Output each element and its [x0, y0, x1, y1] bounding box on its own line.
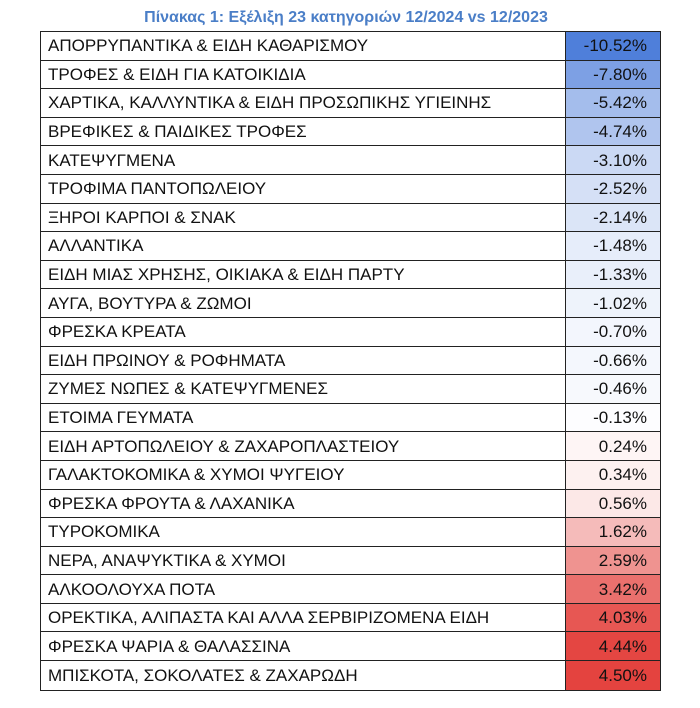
table-row — [41, 175, 660, 204]
category-cell: ΕΤΟΙΜΑ ΓΕΥΜΑΤΑ — [41, 404, 566, 432]
category-cell: ΦΡΕΣΚΑ ΨΑΡΙΑ & ΘΑΛΑΣΣΙΝΑ — [41, 632, 566, 660]
change-cell: -10.52% — [566, 32, 660, 60]
table-row — [41, 232, 660, 261]
table-row — [41, 89, 660, 118]
table-row — [41, 61, 660, 90]
change-cell: -0.66% — [566, 347, 660, 375]
table-row — [41, 518, 660, 547]
change-cell: -5.42% — [566, 89, 660, 117]
change-cell: -1.33% — [566, 261, 660, 289]
category-cell: ΑΛΛΑΝΤΙΚΑ — [41, 232, 566, 260]
table-row — [41, 204, 660, 233]
category-cell: ΚΑΤΕΨΥΓΜΕΝΑ — [41, 146, 566, 174]
category-cell: ΑΥΓΑ, ΒΟΥΤΥΡΑ & ΖΩΜΟΙ — [41, 289, 566, 317]
category-cell: ΜΠΙΣΚΟΤΑ, ΣΟΚΟΛΑΤΕΣ & ΖΑΧΑΡΩΔΗ — [41, 661, 566, 690]
category-cell: ΤΡΟΦΙΜΑ ΠΑΝΤΟΠΩΛΕΙΟΥ — [41, 175, 566, 203]
change-cell: -2.52% — [566, 175, 660, 203]
change-cell: 3.42% — [566, 575, 660, 603]
change-cell: 2.59% — [566, 547, 660, 575]
table-row — [41, 404, 660, 433]
category-cell: ΓΑΛΑΚΤΟΚΟΜΙΚΑ & ΧΥΜΟΙ ΨΥΓΕΙΟΥ — [41, 461, 566, 489]
category-cell: ΧΑΡΤΙΚΑ, ΚΑΛΛΥΝΤΙΚΑ & ΕΙΔΗ ΠΡΟΣΩΠΙΚΗΣ ΥΓΙΕΙΝΗΣ — [41, 89, 566, 117]
change-cell: 0.24% — [566, 432, 660, 460]
change-cell: -7.80% — [566, 61, 660, 89]
table-row — [41, 347, 660, 376]
category-cell: ΕΙΔΗ ΠΡΩΙΝΟΥ & ΡΟΦΗΜΑΤΑ — [41, 347, 566, 375]
category-cell: ΖΥΜΕΣ ΝΩΠΕΣ & ΚΑΤΕΨΥΓΜΕΝΕΣ — [41, 375, 566, 403]
change-cell: -3.10% — [566, 146, 660, 174]
change-cell: -0.46% — [566, 375, 660, 403]
category-cell: ΦΡΕΣΚΑ ΚΡΕΑΤΑ — [41, 318, 566, 346]
change-cell: 4.50% — [566, 661, 660, 690]
table-row — [41, 118, 660, 147]
change-cell: 0.56% — [566, 490, 660, 518]
category-cell: ΟΡΕΚΤΙΚΑ, ΑΛΙΠΑΣΤΑ ΚΑΙ ΑΛΛΑ ΣΕΡΒΙΡΙΖΟΜΕΝΑ ΕΙΔΗ — [41, 604, 566, 632]
change-cell: -4.74% — [566, 118, 660, 146]
table-row — [41, 461, 660, 490]
category-cell: ΒΡΕΦΙΚΕΣ & ΠΑΙΔΙΚΕΣ ΤΡΟΦΕΣ — [41, 118, 566, 146]
change-cell: -1.02% — [566, 289, 660, 317]
table-title: Πίνακας 1: Εξέλιξη 23 κατηγοριών 12/2024 vs 12/2023 — [144, 9, 548, 26]
change-cell: 4.03% — [566, 604, 660, 632]
table-row — [41, 289, 660, 318]
table-row — [41, 261, 660, 290]
category-cell: ΤΥΡΟΚΟΜΙΚΑ — [41, 518, 566, 546]
table-row — [41, 375, 660, 404]
category-cell: ΞΗΡΟΙ ΚΑΡΠΟΙ & ΣΝΑΚ — [41, 204, 566, 232]
table-row — [41, 604, 660, 633]
change-cell: -0.13% — [566, 404, 660, 432]
category-cell: ΑΠΟΡΡΥΠΑΝΤΙΚΑ & ΕΙΔΗ ΚΑΘΑΡΙΣΜΟΥ — [41, 32, 566, 60]
change-cell: 4.44% — [566, 632, 660, 660]
change-cell: 0.34% — [566, 461, 660, 489]
change-cell: -0.70% — [566, 318, 660, 346]
table-row — [41, 318, 660, 347]
category-cell: ΕΙΔΗ ΑΡΤΟΠΩΛΕΙΟΥ & ΖΑΧΑΡΟΠΛΑΣΤΕΙΟΥ — [41, 432, 566, 460]
category-cell: ΦΡΕΣΚΑ ΦΡΟΥΤΑ & ΛΑΧΑΝΙΚΑ — [41, 490, 566, 518]
category-change-table — [40, 31, 661, 691]
category-cell: ΕΙΔΗ ΜΙΑΣ ΧΡΗΣΗΣ, ΟΙΚΙΑΚΑ & ΕΙΔΗ ΠΑΡΤΥ — [41, 261, 566, 289]
table-row — [41, 490, 660, 519]
table-row — [41, 661, 660, 690]
table-row — [41, 575, 660, 604]
change-cell: -1.48% — [566, 232, 660, 260]
category-cell: ΝΕΡΑ, ΑΝΑΨΥΚΤΙΚΑ & ΧΥΜΟΙ — [41, 547, 566, 575]
change-cell: -2.14% — [566, 204, 660, 232]
table-row — [41, 547, 660, 576]
table-row — [41, 632, 660, 661]
change-cell: 1.62% — [566, 518, 660, 546]
table-row — [41, 146, 660, 175]
category-cell: ΤΡΟΦΕΣ & ΕΙΔΗ ΓΙΑ ΚΑΤΟΙΚΙΔΙΑ — [41, 61, 566, 89]
table-row — [41, 432, 660, 461]
table-row — [41, 32, 660, 61]
category-cell: ΑΛΚΟΟΛΟΥΧΑ ΠΟΤΑ — [41, 575, 566, 603]
